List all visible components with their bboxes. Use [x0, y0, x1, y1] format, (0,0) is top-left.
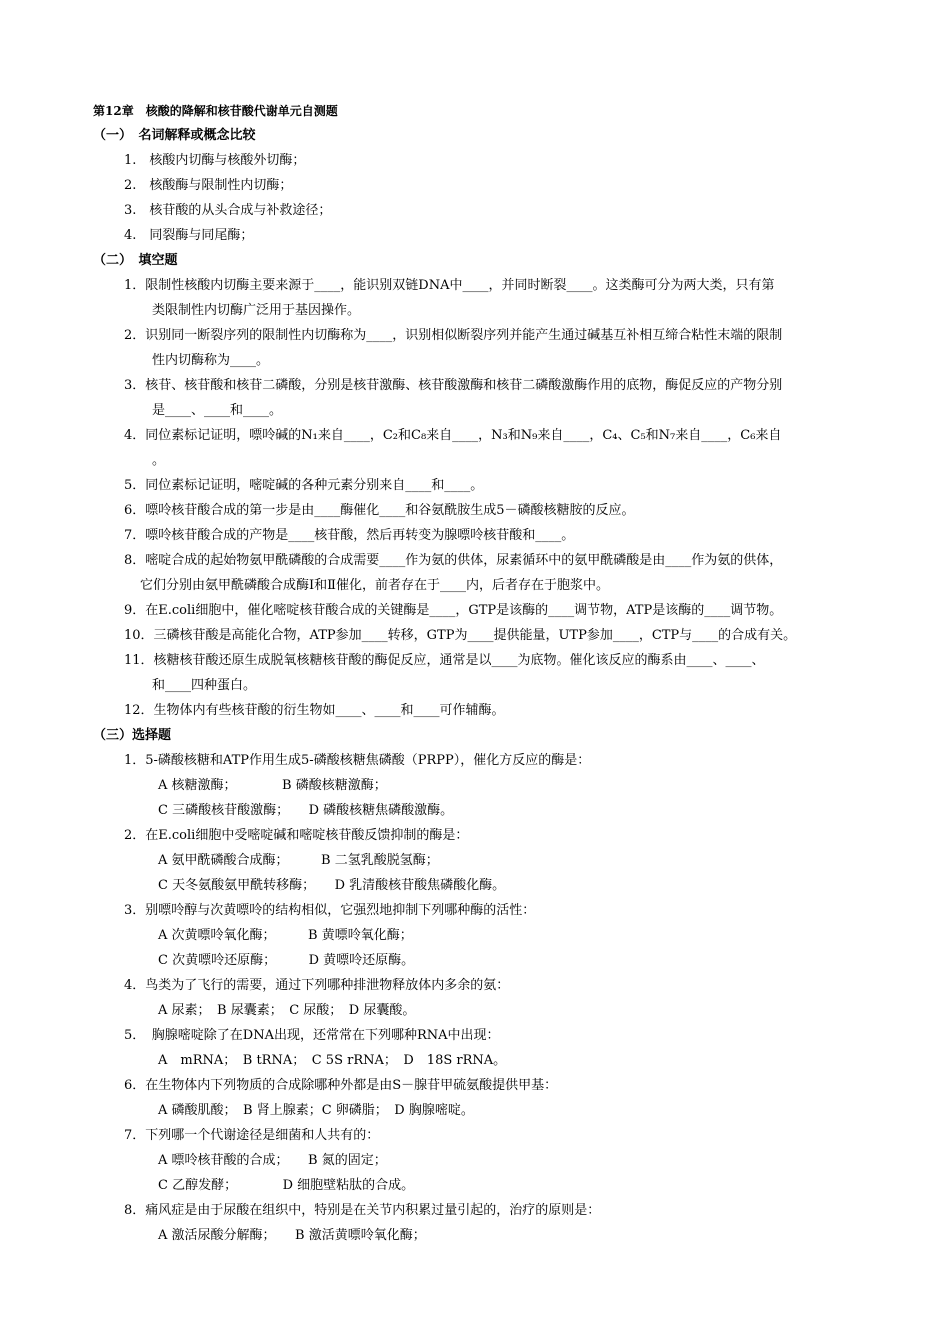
fill-line: 8．嘧啶合成的起始物氨甲酰磷酸的合成需要____作为氨的供体，尿素循环中的氨甲酰磷酸是由____作为氨的供体，	[124, 553, 783, 568]
option-line: C 次黄嘌呤还原酶； D 黄嘌呤还原酶。	[158, 953, 415, 968]
option-line: A 嘌呤核苷酸的合成； B 氮的固定；	[158, 1153, 387, 1168]
page-title: 第12章 核酸的降解和核苷酸代谢单元自测题	[93, 104, 338, 118]
fill-line: 性内切酶称为____。	[152, 353, 270, 368]
question-line: 2．在E.coli细胞中受嘧啶碱和嘧啶核苷酸反馈抑制的酶是：	[124, 828, 469, 843]
option-line: C 乙醇发酵； D 细胞壁粘肽的合成。	[158, 1178, 415, 1193]
fill-line: 。	[152, 453, 166, 468]
fill-line: 12．生物体内有些核苷酸的衍生物如____、____和____可作辅酶。	[124, 703, 505, 718]
section-1-item: 2. 核酸酶与限制性内切酶；	[124, 178, 293, 193]
section-1-heading: （一） 名词解释或概念比较	[93, 128, 256, 143]
section-1-item: 4. 同裂酶与同尾酶；	[124, 228, 254, 243]
fill-line: 4．同位素标记证明，嘌呤碱的N₁来自____，C₂和C₈来自____，N₃和N₉来自____，C₄、C₅和N₇来自____，C₆来自	[124, 428, 782, 443]
fill-line: 它们分别由氨甲酰磷酸合成酶Ⅰ和Ⅱ催化，前者存在于____内，后者存在于胞浆中。	[140, 578, 609, 593]
question-line: 6．在生物体内下列物质的合成除哪种外都是由S－腺苷甲硫氨酸提供甲基：	[124, 1078, 558, 1093]
section-1-item: 1. 核酸内切酶与核酸外切酶；	[124, 153, 306, 168]
fill-line: 5．同位素标记证明，嘧啶碱的各种元素分别来自____和____。	[124, 478, 484, 493]
option-line: A 磷酸肌酸； B 肾上腺素；C 卵磷脂； D 胸腺嘧啶。	[158, 1103, 474, 1118]
fill-line: 3．核苷、核苷酸和核苷二磷酸，分别是核苷激酶、核苷酸激酶和核苷二磷酸激酶作用的底物，酶促反应的产物分别	[124, 378, 783, 393]
fill-line: 6．嘌呤核苷酸合成的第一步是由____酶催化____和谷氨酰胺生成5－磷酸核糖胺的反应。	[124, 503, 635, 518]
fill-line: 10．三磷核苷酸是高能化合物，ATP参加____转移，GTP为____提供能量，UTP参加____，CTP与____的合成有关。	[124, 628, 797, 643]
option-line: C 天冬氨酸氨甲酰转移酶； D 乳清酸核苷酸焦磷酸化酶。	[158, 878, 506, 893]
option-line: A 次黄嘌呤氧化酶； B 黄嘌呤氧化酶；	[158, 928, 413, 943]
option-line: A 氨甲酰磷酸合成酶； B 二氢乳酸脱氢酶；	[158, 853, 439, 868]
fill-line: 11．核糖核苷酸还原生成脱氧核糖核苷酸的酶促反应，通常是以____为底物。催化该反应的酶系由____、____、	[124, 653, 765, 668]
option-line: A 尿素； B 尿囊素； C 尿酸； D 尿囊酸。	[158, 1003, 416, 1018]
question-line: 3．别嘌呤醇与次黄嘌呤的结构相似，它强烈地抑制下列哪种酶的活性：	[124, 903, 536, 918]
fill-line: 1．限制性核酸内切酶主要来源于____，能识别双链DNA中____，并同时断裂____。这类酶可分为两大类，只有第	[124, 278, 775, 293]
option-line: A 核糖激酶； B 磷酸核糖激酶；	[158, 778, 387, 793]
fill-line: 是____、____和____。	[152, 403, 283, 418]
option-line: A 激活尿酸分解酶； B 激活黄嘌呤氧化酶；	[158, 1228, 426, 1243]
question-line: 4．鸟类为了飞行的需要，通过下列哪种排泄物释放体内多余的氨：	[124, 978, 510, 993]
question-line: 8．痛风症是由于尿酸在组织中，特别是在关节内积累过量引起的，治疗的原则是：	[124, 1203, 601, 1218]
option-line: A mRNA； B tRNA； C 5S rRNA； D 18S rRNA。	[158, 1053, 507, 1068]
fill-line: 7．嘌呤核苷酸合成的产物是____核苷酸，然后再转变为腺嘌呤核苷酸和____。	[124, 528, 575, 543]
section-3-heading: （三）选择题	[93, 728, 172, 743]
question-line: 7．下列哪一个代谢途径是细菌和人共有的：	[124, 1128, 380, 1143]
section-1-item: 3. 核苷酸的从头合成与补救途径；	[124, 203, 332, 218]
section-2-heading: （二） 填空题	[93, 253, 178, 268]
option-line: C 三磷酸核苷酸激酶； D 磷酸核糖焦磷酸激酶。	[158, 803, 454, 818]
question-line: 1．5-磷酸核糖和ATP作用生成5-磷酸核糖焦磷酸（PRPP），催化方反应的酶是：	[124, 753, 591, 768]
fill-line: 类限制性内切酶广泛用于基因操作。	[152, 303, 361, 318]
fill-line: 2．识别同一断裂序列的限制性内切酶称为____，识别相似断裂序列并能产生通过碱基互补相互缔合粘性末端的限制	[124, 328, 783, 343]
question-line: 5． 胸腺嘧啶除了在DNA出现，还常常在下列哪种RNA中出现：	[124, 1028, 500, 1043]
fill-line: 9．在E.coli细胞中，催化嘧啶核苷酸合成的关键酶是____，GTP是该酶的____调节物，ATP是该酶的____调节物。	[124, 603, 783, 618]
fill-line: 和____四种蛋白。	[152, 678, 257, 693]
